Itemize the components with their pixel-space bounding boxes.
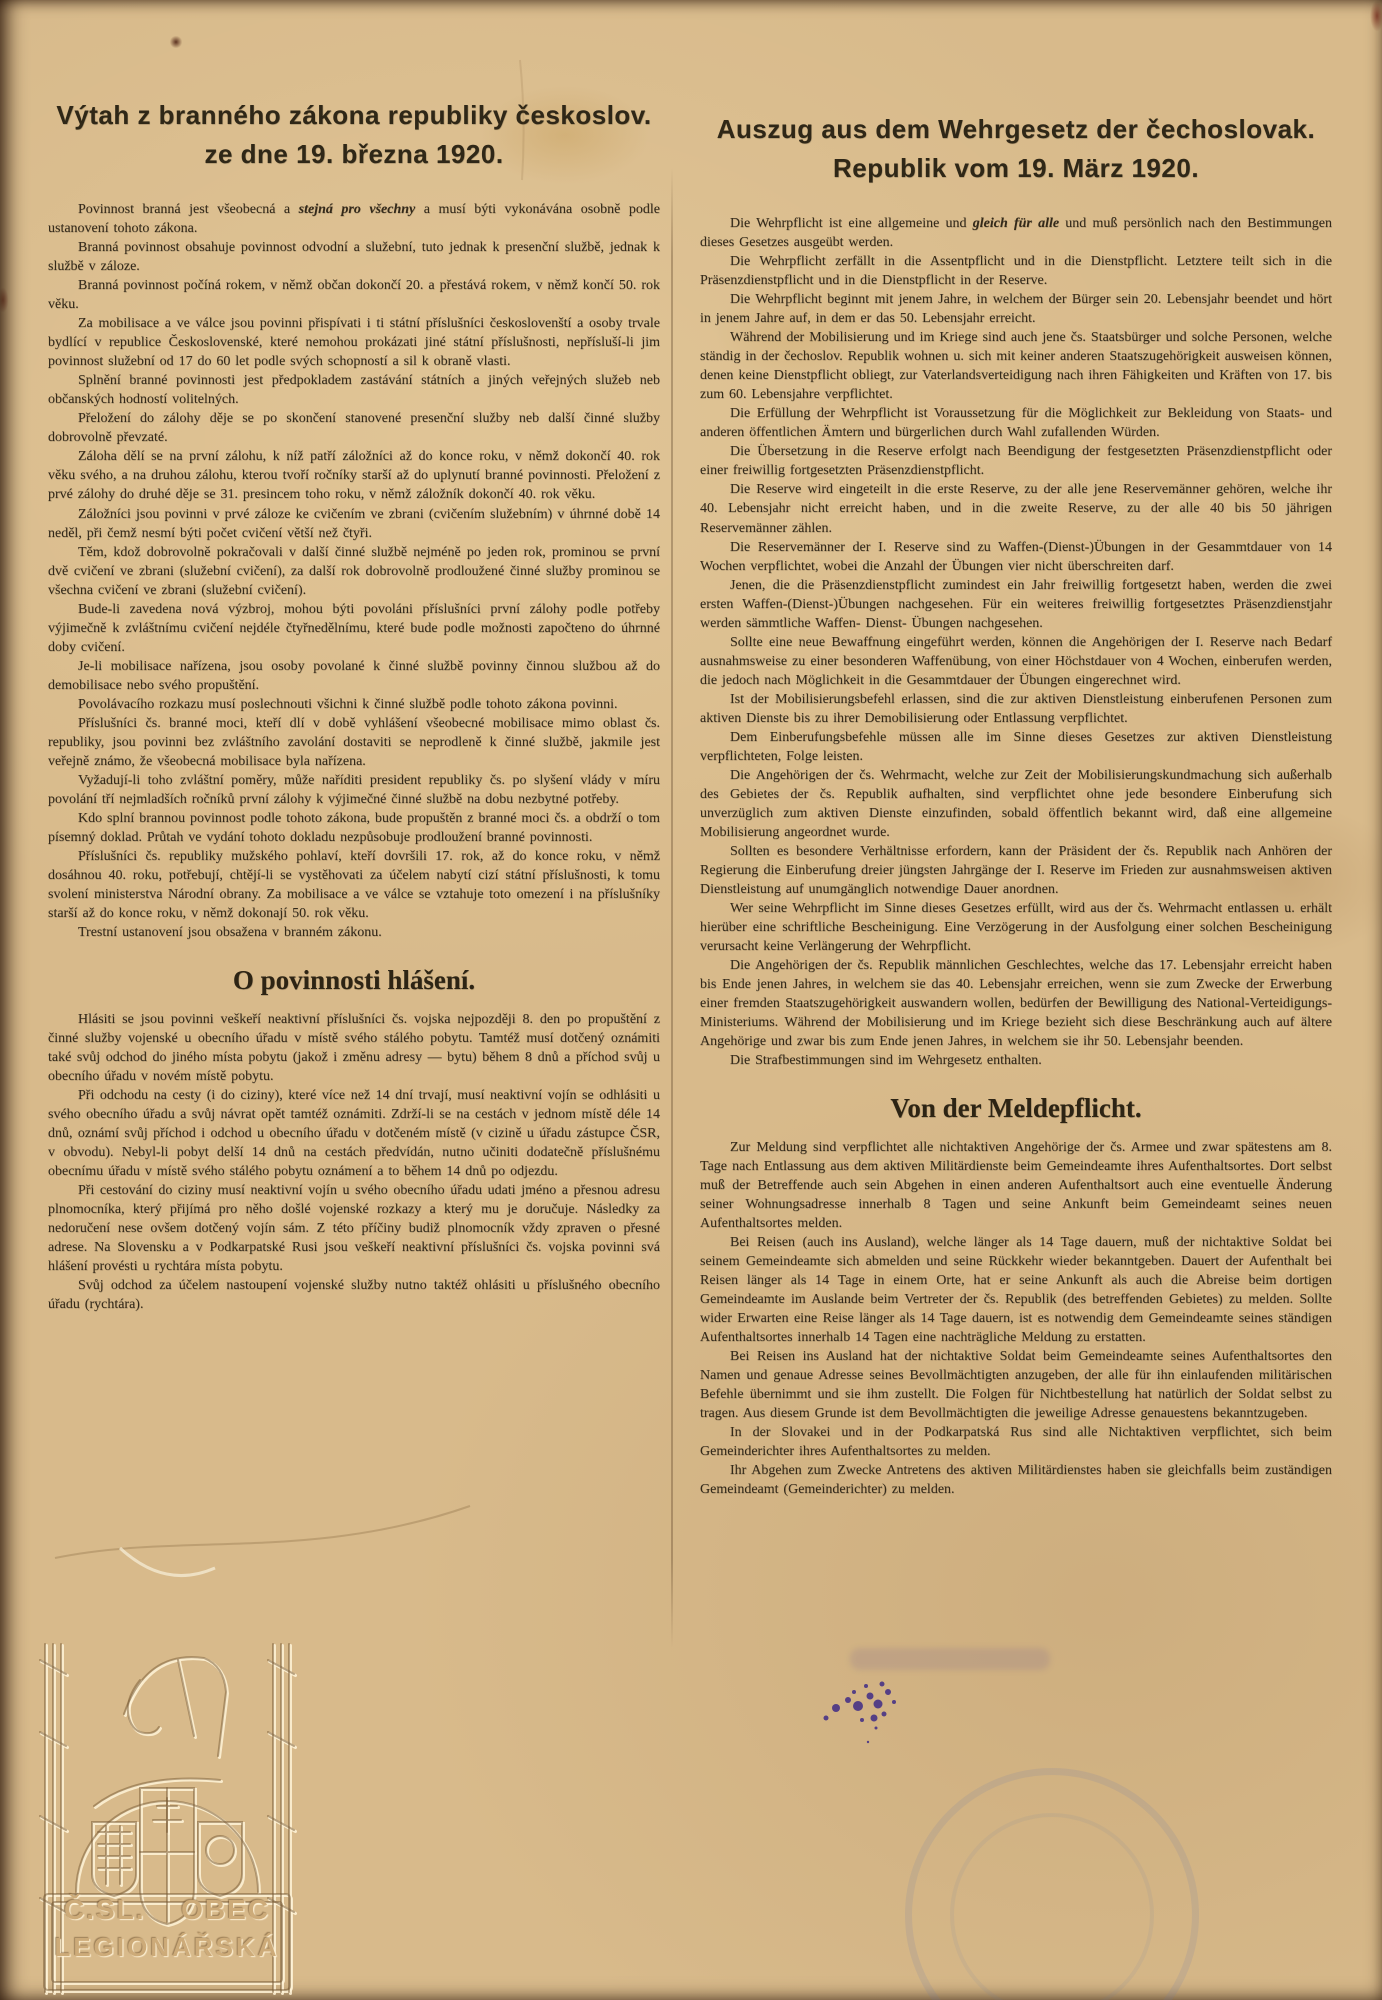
paragraph: Die Übersetzung in die Reserve erfolgt nach Beendigung der festgesetzten Präsenzdienstpflicht oder einer freiwillig fortgesetzten Präsenzdienstpflicht. bbox=[700, 444, 1332, 479]
paragraph: Příslušníci čs. republiky mužského pohlaví, kteří dovršili 17. rok, až do konce roku, v němž dosáhnou 40. roku, potřebují, chtějí-li se vystěhovati za účelem nabytí cizí státní příslušnosti, k tomu svolení ministerstva Národní obrany. Za mobilisace a ve válce se vztahuje toto omezení i na příslušníky starší až do konce roku, v němž dokonají 50. rok věku. bbox=[48, 849, 660, 922]
paragraph: Splnění branné povinnosti jest předpokladem zastávání státních a jiných veřejných služeb neb občanských hodností volitelných. bbox=[48, 373, 660, 408]
ink-blot-dots bbox=[818, 1662, 928, 1752]
paragraph: Bei Reisen (auch ins Ausland), welche länger als 14 Tage dauern, muß der nichtaktive Soldat bei seinem Gemeindeamte sich abmelden und seine Rückkehr wieder bekanntgeben. Dauert der Aufenthalt bei Reisen länger als 14 Tage in einem Orte, hat er seine Ankunft als auch die Abreise beim dortigen Gemeindeamte im Auslande beim Vertreter der čs. Republik (des betreffenden Gebietes) zu melden. Sollte wider Erwarten eine Reise länger als 14 Tage dauern, ist es notwendig dem Gemeindeamte seines ständigen Aufenthaltsortes innerhalb 14 Tagen eine nachträgliche Meldung zu erstatten. bbox=[700, 1234, 1332, 1346]
paragraph: Branná povinnost obsahuje povinnost odvodní a služební, tuto jednak k presenční službě, jednak k službě v záloze. bbox=[48, 240, 660, 275]
paragraph: Die Wehrpflicht ist eine allgemeine und gleich für alle und muß persönlich nach den Bestimmungen dieses Gesetzes ausgeübt werden. bbox=[700, 216, 1333, 251]
paragraph: Vyžadují-li toho zvláštní poměry, může naříditi president republiky čs. po slyšení vlády v míru povolání tří nejmladších ročníků první zálohy k výjimečné činné službě na dobu nezbytné potřeby. bbox=[48, 772, 660, 807]
paragraph: Die Angehörigen der čs. Republik männlichen Geschlechtes, welche das 17. Lebensjahr erreicht haben bis Ende jenen Jahres, in welchem sie das 40. Lebensjahr erreichen, wenn sie zum Zwecke der Erwerbung einer fremden Staatszugehörigkeit auswandern wollen, bedürfen der Bewilligung des National-Verteidigungs-Ministeriums. Während der Mobilisierung und im Kriege bezieht sich diese Beschränkung auch auf ältere Angehörige und zwar bis zum Ende jenen Jahres, in welchem sie ihr 50. Lebensjahr beenden. bbox=[700, 958, 1332, 1050]
paragraph: Trestní ustanovení jsou obsažena v branném zákonu. bbox=[78, 925, 382, 941]
stamp-text-legionarska: LEGIONÁŘSKÁ bbox=[54, 1932, 280, 1962]
paragraph: Dem Einberufungsbefehle müssen alle im Sinne dieses Gesetzes zur aktiven Dienstleistung verpflichteten, Folge leisten. bbox=[700, 729, 1332, 764]
paragraph: Jenen, die die Präsenzdienstpflicht zumindest ein Jahr freiwillig fortgesetzt haben, werden die zwei ersten Waffen-(Dienst-)Übungen nachgesehen. Für ein weiteres freiwillig fortgesetztes Präsenzdienstjahr werden sämmtliche Waffen- Dienst- Übungen nachgesehen. bbox=[700, 577, 1332, 631]
paragraph: Die Wehrpflicht zerfällt in die Assentpflicht und in die Dienstpflicht. Letztere teilt sich in die Präsenzdienstpflicht und in die Dienstpflicht in der Reserve. bbox=[700, 254, 1332, 289]
helmet bbox=[126, 1659, 228, 1758]
stamp-text-obec: OBEC bbox=[181, 1894, 270, 1925]
paragraph: Přeložení do zálohy děje se po skončení stanovené presenční služby neb další činné služby dobrovolně převzaté. bbox=[48, 411, 660, 446]
double-cross bbox=[155, 1800, 183, 1834]
paragraph: Svůj odchod za účelem nastoupení vojenské služby nutno taktéž ohlásiti u příslušného obecního úřadu (rychtára). bbox=[48, 1278, 660, 1313]
stamp-text-csl: Č.SL. bbox=[64, 1894, 146, 1925]
paragraph: Za mobilisace a ve válce jsou povinni přispívati i ti státní příslušníci českoslovenští a osoby trvale bydlící v republice Československé, které nemohou prokázati jiné státní příslušnosti, nepřísluší-li jim povinnost služební od 17 do 60 let podle svých schopností a sil k obraně vlasti. bbox=[48, 316, 660, 370]
paragraph: Kdo splní brannou povinnost podle tohoto zákona, bude propuštěn z branné moci čs. a obdrží o tom písemný doklad. Průtah ve vydání tohoto dokladu nezpůsobuje prodloužení branné povinnosti. bbox=[48, 811, 660, 846]
paragraph: Povinnost branná jest všeobecná a stejná pro všechny a musí býti vykonávána osobně podle ustanovení tohoto zákona. bbox=[48, 202, 661, 237]
paragraph: Zur Meldung sind verpflichtet alle nichtaktiven Angehörige der čs. Armee und zwar spätestens am 8. Tage nach Entlassung aus dem aktiven Militärdienste beim Gemeindeamte ihres Aufenthaltsortes. Dort selbst muß der Betreffende auch sein Abgehen in einen anderen Aufenthaltsort auch eine eventuelle Änderung seiner Wohnungsadresse innerhalb 8 Tagen und seine Ankunft beim Gemeindeamt seines neuen Aufenthaltsortes melden. bbox=[700, 1139, 1332, 1231]
paragraph: Je-li mobilisace nařízena, jsou osoby povolané k činné službě povinny činnou službou až do demobilisace nebo svého propuštění. bbox=[48, 658, 660, 693]
paragraph: Záloha dělí se na první zálohu, k níž patří záložníci až do konce roku, v němž dokončí 40. rok věku svého, a na druhou zálohu, kterou tvoří ročníky starší až do uplynutí branné povinnosti. Přeložení z prvé zálohy do druhé děje se 31. presincem toho roku, v němž záložník dokončí 40. rok věku. bbox=[48, 449, 660, 503]
paragraph: Während der Mobilisierung und im Kriege sind auch jene čs. Staatsbürger und solche Personen, welche ständig in der čechoslov. Republik wohnen u. sich mit keiner anderen Staatszugehörigkeit ausweisen können, denen keine Dienstpflicht obliegt, zur Vaterlandsverteidigung nach ihren Fähigkeiten und Kräften von 17. bis zum 60. Lebensjahre verpflichtet. bbox=[700, 330, 1332, 403]
paragraph: Die Wehrpflicht beginnt mit jenem Jahre, in welchem der Bürger sein 20. Lebensjahr beendet und hört in jenem Jahre auf, in dem er das 50. Lebensjahr erreicht. bbox=[700, 292, 1332, 327]
paragraph: Příslušníci čs. branné moci, kteří dlí v době vyhlášení všeobecné mobilisace mimo oblast čs. republiky, jsou povinni bez zvláštního zavolání dostaviti se neprodleně k činné službě, jakmile jest veřejně známo, že všeobecná mobilisace byla nařízena. bbox=[48, 715, 660, 769]
paragraph: Při odchodu na cesty (i do ciziny), které více než 14 dní trvají, musí neaktivní vojín se odhlásiti u svého obecního úřadu a svůj návrat opět tamtéž oznámiti. Zdrží-li se na cestách v jednom místě déle 14 dnů, oznámí svůj příchod i odchod u obecního úřadu v dotčeném místě (v cizině u úřadu zástupce ČSR, v obvodu). Nebyl-li pobyt delší 14 dnů na cestách předvídán, nutno učiniti dodatečně příslušnému obecnímu úřadu v místě svého stálého pobytu oznámení a to během 14 dnů po odjezdu. bbox=[48, 1087, 660, 1179]
paragraph: Bei Reisen ins Ausland hat der nichtaktive Soldat beim Gemeindeamte seines Aufenthaltsortes den Namen und genaue Adresse seines Bevollmächtigten anzugeben, der alle für ihn einlaufenden militärischen Befehle übernimmt und sie ihm zustellt. Die Folgen für Nichtbestellung hat natürlich der Soldat selbst zu tragen. Aus diesem Grunde ist dem Bevollmächtigten die jeweilige Adresse genauestens bekanntzugeben. bbox=[700, 1349, 1332, 1422]
emphasized-phrase: gleich für alle bbox=[972, 216, 1060, 231]
paragraph: Wer seine Wehrpflicht im Sinne dieses Gesetzes erfüllt, wird aus der čs. Wehrmacht entlassen u. erhält hierüber eine schriftliche Bescheinigung. Eine Verzögerung in der Ausfolgung einer solchen Bescheinigung verursacht keine Verlängerung der Wehrpflicht. bbox=[700, 901, 1332, 955]
faint-round-stamp-inner bbox=[950, 1813, 1154, 2000]
paragraph: Die Erfüllung der Wehrpflicht ist Voraussetzung für die Möglichkeit zur Bekleidung von Staats- und anderen öffentlichen Ämtern und bürgerlichen durch Wahl zufallenden Würden. bbox=[700, 406, 1332, 441]
paragraph: Die Reservemänner der I. Reserve sind zu Waffen-(Dienst-)Übungen in der Gesammtdauer von 14 Wochen verpflichtet, wobei die Anzahl der Übungen vier nicht überschreiten darf. bbox=[700, 539, 1332, 574]
paragraph: Sollten es besondere Verhältnisse erfordern, kann der Präsident der čs. Republik nach Anhören der Regierung die Einberufung dreier jüngsten Jahrgänge der I. Reserve im Frieden zur ausnahmsweisen aktiven Dienstleistung auf unumgänglich notwendige Dauer anordnen. bbox=[700, 844, 1332, 898]
legion-stamp-text bbox=[48, 1894, 286, 1963]
ink-blot bbox=[818, 1662, 928, 1752]
paragraph: Ist der Mobilisierungsbefehl erlassen, sind die zur aktiven Dienstleistung einberufenen Personen zum aktiven Dienste bis zu ihrer Demobilisierung oder Entlassung verpflichtet. bbox=[700, 691, 1332, 726]
paragraph: In der Slovakei und in der Podkarpatská Rus sind alle Nichtaktiven verpflichtet, sich beim Gemeinderichter ihres Aufenthaltsortes zu melden. bbox=[700, 1425, 1332, 1460]
emphasized-phrase: stejná pro všechny bbox=[298, 202, 416, 217]
german-section-heading: Von der Meldepflicht. bbox=[890, 1093, 1142, 1124]
paragraph: Záložníci jsou povinni v prvé záloze ke cvičením ve zbrani (cvičením služebním) v úhrnné době 14 neděl, při čemž nesmí býti počet cvičení větší než čtyři. bbox=[48, 506, 660, 541]
paragraph: Povolávacího rozkazu musí poslechnouti všichni k činné službě podle tohoto zákona povinni. bbox=[78, 696, 618, 712]
paragraph: Při cestování do ciziny musí neaktivní vojín u svého obecního úřadu udati jméno a přesnou adresu plnomocníka, který přijímá pro něho došlé vojenské rozkazy a který mu je doručuje. Následky za nedoručení nese ovšem dotčený vojín sám. Z této příčiny budiž plnomocník vždy zpraven o přesné adrese. Na Slovensku a v Podkarpatské Rusi jsou veškeří neaktivní příslušníci čs. vojska povinni svá hlášení provésti u rychtára místa pobytu. bbox=[48, 1182, 660, 1275]
chin-strap bbox=[180, 1662, 196, 1738]
german-title-line2: Republik vom 19. März 1920. bbox=[832, 153, 1200, 183]
german-title-line1: Auszug aus dem Wehrgesetz der čechoslovak. bbox=[716, 114, 1316, 144]
paragraph: Die Angehörigen der čs. Wehrmacht, welche zur Zeit der Mobilisierungskundmachung sich außerhalb des Gebietes der čs. Republik aufhalten, sind verpflichtet ohne jede besondere Einberufung sich unverzüglich zum aktiven Dienste einzufinden, sobald öffentlich bekannt wird, daß eine allgemeine Mobilisierung angeordnet wurde. bbox=[700, 767, 1332, 840]
paragraph: Sollte eine neue Bewaffnung eingeführt werden, können die Angehörigen der I. Reserve nach Bedarf ausnahmsweise zu einer besonderen Waffenübung, von einer Höchstdauer von 4 Wochen, einberufen werden, die jedoch nach Möglichkeit in die Gesammtdauer der Übungen eingerechnet wird. bbox=[700, 634, 1332, 688]
czech-title-line2: ze dne 19. března 1920. bbox=[204, 139, 504, 169]
paragraph: Die Reserve wird eingeteilt in die erste Reserve, zu der alle jene Reservemänner gehören, welche ihr 40. Lebensjahr nicht erreicht haben, und in die zweite Reserve, zu der alle 40 bis 50 jährigen Reservemänner zählen. bbox=[700, 482, 1332, 536]
paragraph: Těm, kdož dobrovolně pokračovali v další činné službě nejméně po jeden rok, prominou se první dvě cvičení ve zbrani (služební cvičení), za další rok dobrovolně prodloužené činné služby prominou se všechna cvičení ve zbrani (služební cvičení). bbox=[48, 544, 660, 598]
paragraph: Hlásiti se jsou povinni veškeří neaktivní příslušníci čs. vojska nejpozději 8. den po propuštění z činné služby vojenské u obecního úřadu v místě svého stálého pobytu. Tamtéž musí dotčený oznámiti také svůj odchod do jiného místa pobytu (jakož i změnu adresy — bytu) během 8 dnů a příchod svůj u obecního úřadu v novém místě pobytu. bbox=[48, 1011, 660, 1084]
paragraph: Branná povinnost počíná rokem, v němž občan dokončí 20. a přestává rokem, v němž končí 50. rok věku. bbox=[48, 278, 660, 313]
czech-section-heading: O povinnosti hlášení. bbox=[232, 965, 476, 996]
paragraph: Die Strafbestimmungen sind im Wehrgesetz enthalten. bbox=[730, 1053, 1042, 1069]
legion-embossed-stamp bbox=[28, 1636, 306, 2000]
paragraph: Bude-li zavedena nová výzbroj, mohou býti povoláni příslušníci první zálohy podle potřeby výjimečně k zvláštnímu cvičení nejdéle čtyřnedělnímu, které bude podle možnosti započteno do úhrnné doby cvičení. bbox=[48, 601, 660, 655]
paragraph: Ihr Abgehen zum Zwecke Antretens des aktiven Militärdienstes haben sie gleichfalls beim zuständigen Gemeindeamt (Gemeinderichter) zu melden. bbox=[700, 1463, 1332, 1498]
czech-title-line1: Výtah z branného zákona republiky českoslov. bbox=[56, 100, 652, 130]
